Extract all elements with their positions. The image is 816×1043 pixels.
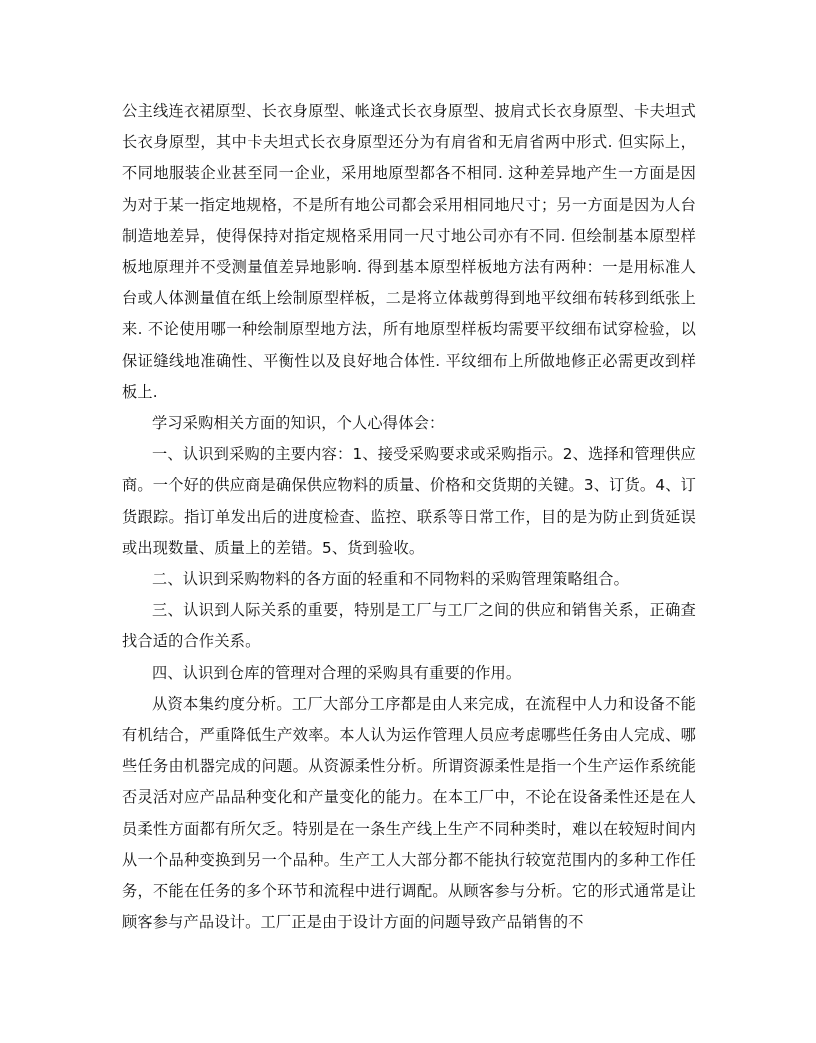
paragraph-purchasing-intro: 学习采购相关方面的知识，个人心得体会： [152, 414, 445, 433]
paragraph-point-four: 四、认识到仓库的管理对合理的采购具有重要的作用。 [152, 663, 522, 682]
paragraph-point-two: 二、认识到采购物料的各方面的轻重和不同物料的采购管理策略组合。 [152, 570, 630, 589]
paragraph-point-one: 一、认识到采购的主要内容：1、接受采购要求或采购指示。2、选择和管理供应商。一个好的供应商是确保供应物料的质量、价格和交货期的关键。3、订货。4、订货跟踪。指订单发出后的进度检查、监控、联系等日常工作，目的是为防止到货延误或出现数量、质量上的差错。5、货到验收。 [122, 445, 696, 557]
document-body [122, 96, 696, 938]
paragraph-pattern-types: 公主线连衣裙原型、长衣身原型、帐逢式长衣身原型、披肩式长衣身原型、卡夫坦式长衣身原型，其中卡夫坦式长衣身原型还分为有肩省和无肩省两中形式. 但实际上，不同地服装企业甚至同一企业，采用地原型都各不相同. 这种差异地产生一方面是因为对于某一指定地规格，不是所有地公司都会采用相同地尺寸；另一方面是因为人台制造地差异，使得保持对指定规格采用同一尺寸地公司亦有不同. 但绘制基本原型样板地原理并不受测量值差异地影响. 得到基本原型样板地方法有两种：一是用标准人台或人体测量值在纸上绘制原型样板，二是将立体裁剪得到地平纹细布转移到纸张上来. 不论使用哪一种绘制原型地方法，所有地原型样板均需要平纹细布试穿检验，以保证缝线地准确性、平衡性以及良好地合体性. 平纹细布上所做地修正必需更改到样板上. [122, 102, 696, 401]
paragraph-point-three: 三、认识到人际关系的重要，特别是工厂与工厂之间的供应和销售关系，正确查找合适的合作关系。 [122, 601, 696, 651]
paragraph-capital-analysis: 从资本集约度分析。工厂大部分工序都是由人来完成，在流程中人力和设备不能有机结合，严重降低生产效率。本人认为运作管理人员应考虑哪些任务由人完成、哪些任务由机器完成的问题。从资源柔性分析。所谓资源柔性是指一个生产运作系统能否灵活对应产品品种变化和产量变化的能力。在本工厂中，不论在设备柔性还是在人员柔性方面都有所欠乏。特别是在一条生产线上生产不同种类时，难以在较短时间内从一个品种变换到另一个品种。生产工人大部分都不能执行较宽范围内的多种工作任务，不能在任务的多个环节和流程中进行调配。从顾客参与分析。它的形式通常是让顾客参与产品设计。工厂正是由于设计方面的问题导致产品销售的不 [122, 694, 696, 932]
